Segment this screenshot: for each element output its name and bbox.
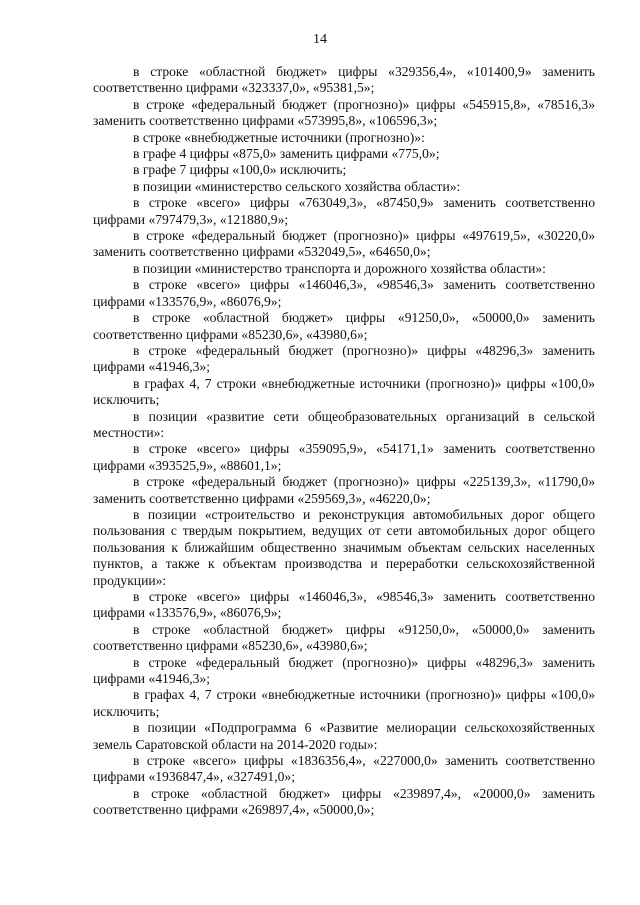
paragraph: в позиции «развитие сети общеобразовательных организаций в сельской местности»:	[93, 408, 595, 440]
paragraph: в строке «федеральный бюджет (прогнозно)» цифры «497619,5», «30220,0» заменить соответственно цифрами «532049,5», «64650,0»;	[93, 228, 595, 260]
paragraph: в строке «федеральный бюджет (прогнозно)» цифры «545915,8», «78516,3» заменить соответственно цифрами «573995,8», «106596,3»;	[93, 96, 595, 129]
paragraph: в позиции «министерство сельского хозяйства области»:	[133, 178, 461, 194]
paragraph: в строке «всего» цифры «146046,3», «98546,3» заменить соответственно цифрами «133576,9», «86076,9»;	[93, 589, 595, 621]
paragraph: в строке «всего» цифры «763049,3», «87450,9» заменить соответственно цифрами «797479,3», «121880,9»;	[93, 195, 595, 227]
document-body	[93, 64, 595, 819]
paragraph: в графе 7 цифры «100,0» исключить;	[133, 162, 347, 178]
paragraph: в строке «федеральный бюджет (прогнозно)» цифры «225139,3», «11790,0» заменить соответственно цифрами «259569,3», «46220,0»;	[93, 474, 595, 506]
page-number: 14	[313, 32, 327, 47]
paragraph: в позиции «министерство транспорта и дорожного хозяйства области»:	[133, 260, 546, 276]
paragraph: в позиции «Подпрограмма 6 «Развитие мелиорации сельскохозяйственных земель Саратовской области на 2014-2020 годы»:	[93, 720, 595, 752]
paragraph: в строке «федеральный бюджет (прогнозно)» цифры «48296,3» заменить цифрами «41946,3»;	[93, 654, 595, 687]
paragraph: в строке «областной бюджет» цифры «239897,4», «20000,0» заменить соответственно цифрами «269897,4», «50000,0»;	[93, 785, 595, 818]
paragraph: в строке «всего» цифры «1836356,4», «227000,0» заменить соответственно цифрами «1936847,4», «327491,0»;	[93, 753, 595, 785]
paragraph: в строке «областной бюджет» цифры «91250,0», «50000,0» заменить соответственно цифрами «85230,6», «43980,6»;	[93, 310, 595, 342]
paragraph: в графе 4 цифры «875,0» заменить цифрами «775,0»;	[133, 146, 440, 162]
paragraph: в строке «всего» цифры «146046,3», «98546,3» заменить соответственно цифрами «133576,9», «86076,9»;	[93, 277, 595, 309]
paragraph: в графах 4, 7 строки «внебюджетные источники (прогнозно)» цифры «100,0» исключить;	[93, 375, 595, 408]
paragraph: в строке «внебюджетные источники (прогнозно)»:	[133, 129, 425, 145]
paragraph: в позиции «строительство и реконструкция автомобильных дорог общего пользования с твердым покрытием, ведущих от сети автомобильных дорог общего пользования к ближайшим общественно значимым объектам сельских населенных пунктов, а также к объектам производства и переработки сельскохозяйственной продукции»:	[93, 506, 595, 588]
paragraph: в графах 4, 7 строки «внебюджетные источники (прогнозно)» цифры «100,0» исключить;	[93, 687, 595, 719]
paragraph: в строке «федеральный бюджет (прогнозно)» цифры «48296,3» заменить цифрами «41946,3»;	[93, 342, 595, 375]
paragraph: в строке «всего» цифры «359095,9», «54171,1» заменить соответственно цифрами «393525,9», «88601,1»;	[93, 441, 595, 473]
paragraph: в строке «областной бюджет» цифры «329356,4», «101400,9» заменить соответственно цифрами «323337,0», «95381,5»;	[93, 64, 595, 96]
paragraph: в строке «областной бюджет» цифры «91250,0», «50000,0» заменить соответственно цифрами «85230,6», «43980,6»;	[93, 621, 595, 654]
